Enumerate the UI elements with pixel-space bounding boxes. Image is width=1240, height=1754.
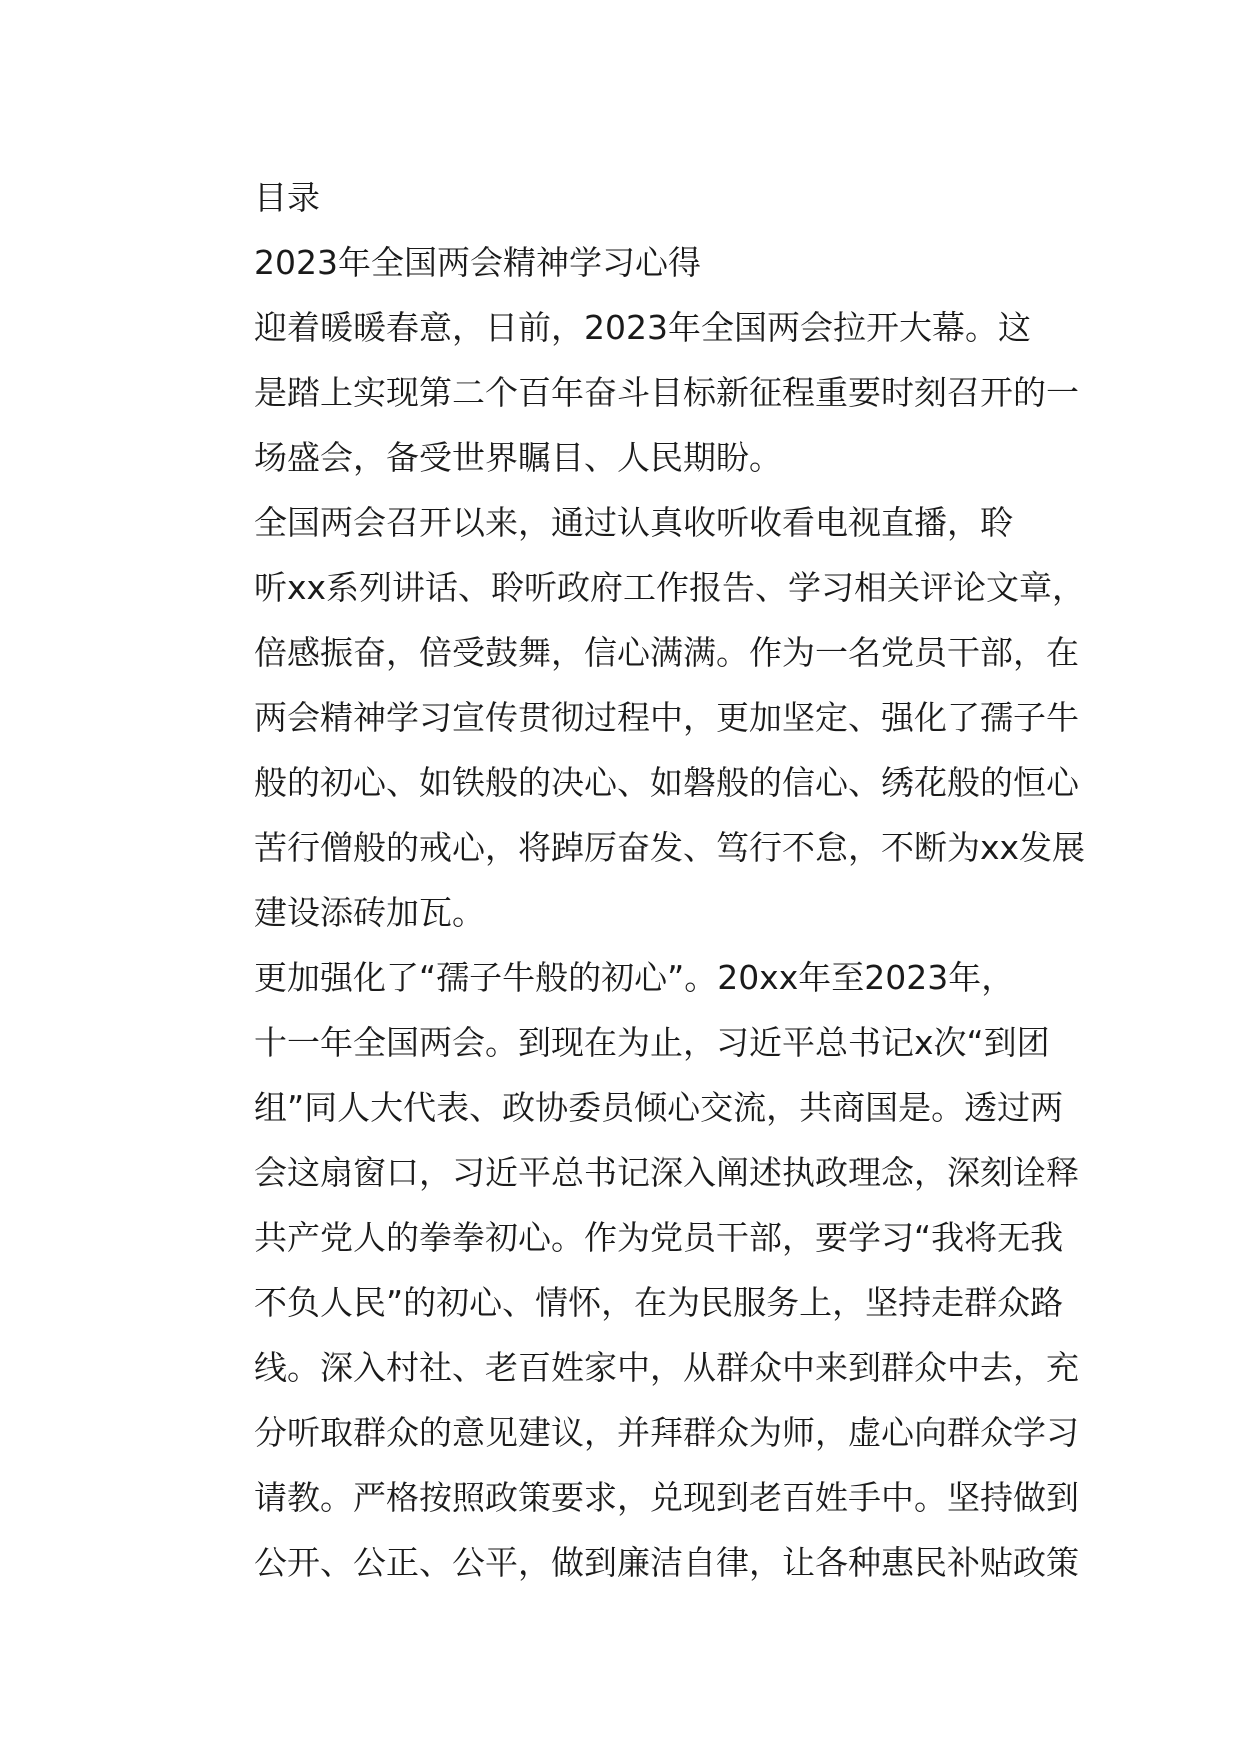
paragraph-line: 全国两会召开以来，通过认真收听收看电视直播，聆	[254, 503, 1013, 542]
paragraph-line: 公开、公正、公平，做到廉洁自律，让各种惠民补贴政策	[254, 1543, 1079, 1582]
paragraph-line: 线。深入村社、老百姓家中，从群众中来到群众中去，充	[254, 1348, 1079, 1387]
paragraph-study	[188, 490, 1086, 945]
paragraph-line: 场盛会，备受世界瞩目、人民期盼。	[254, 438, 782, 477]
paragraph-line: 不负人民”的初心、情怀，在为民服务上，坚持走群众路	[254, 1283, 1064, 1322]
paragraph-line: 苦行僧般的戒心，将踔厉奋发、笃行不怠，不断为xx发展	[254, 828, 1086, 867]
paragraph-line: 组”同人大代表、政协委员倾心交流，共商国是。透过两	[254, 1088, 1064, 1127]
paragraph-line: 倍感振奋，倍受鼓舞，信心满满。作为一名党员干部，在	[254, 633, 1079, 672]
document-title: 2023年全国两会精神学习心得	[254, 243, 701, 282]
paragraph-line: 般的初心、如铁般的决心、如磐般的信心、绣花般的恒心	[254, 763, 1079, 802]
paragraph-line: 迎着暖暖春意，日前，2023年全国两会拉开大幕。这	[254, 308, 1031, 347]
paragraph-line: 共产党人的拳拳初心。作为党员干部，要学习“我将无我	[254, 1218, 1064, 1257]
paragraph-line: 是踏上实现第二个百年奋斗目标新征程重要时刻召开的一	[254, 373, 1079, 412]
toc-heading: 目录	[254, 178, 320, 217]
paragraph-line: 建设添砖加瓦。	[254, 893, 485, 932]
paragraph-line: 会这扇窗口，习近平总书记深入阐述执政理念，深刻诠释	[254, 1153, 1079, 1192]
paragraph-line: 听xx系列讲话、聆听政府工作报告、学习相关评论文章，	[254, 568, 1086, 607]
paragraph-intro	[188, 295, 1079, 490]
paragraph-original-aspiration	[188, 945, 1079, 1595]
paragraph-line: 十一年全国两会。到现在为止，习近平总书记x次“到团	[254, 1023, 1050, 1062]
paragraph-line: 两会精神学习宣传贯彻过程中，更加坚定、强化了孺子牛	[254, 698, 1079, 737]
paragraph-line: 请教。严格按照政策要求，兑现到老百姓手中。坚持做到	[254, 1478, 1079, 1517]
paragraph-line: 分听取群众的意见建议，并拜群众为师，虚心向群众学习	[254, 1413, 1079, 1452]
document-page	[188, 165, 1086, 1595]
paragraph-line: 更加强化了“孺子牛般的初心”。20xx年至2023年，	[254, 958, 1015, 997]
